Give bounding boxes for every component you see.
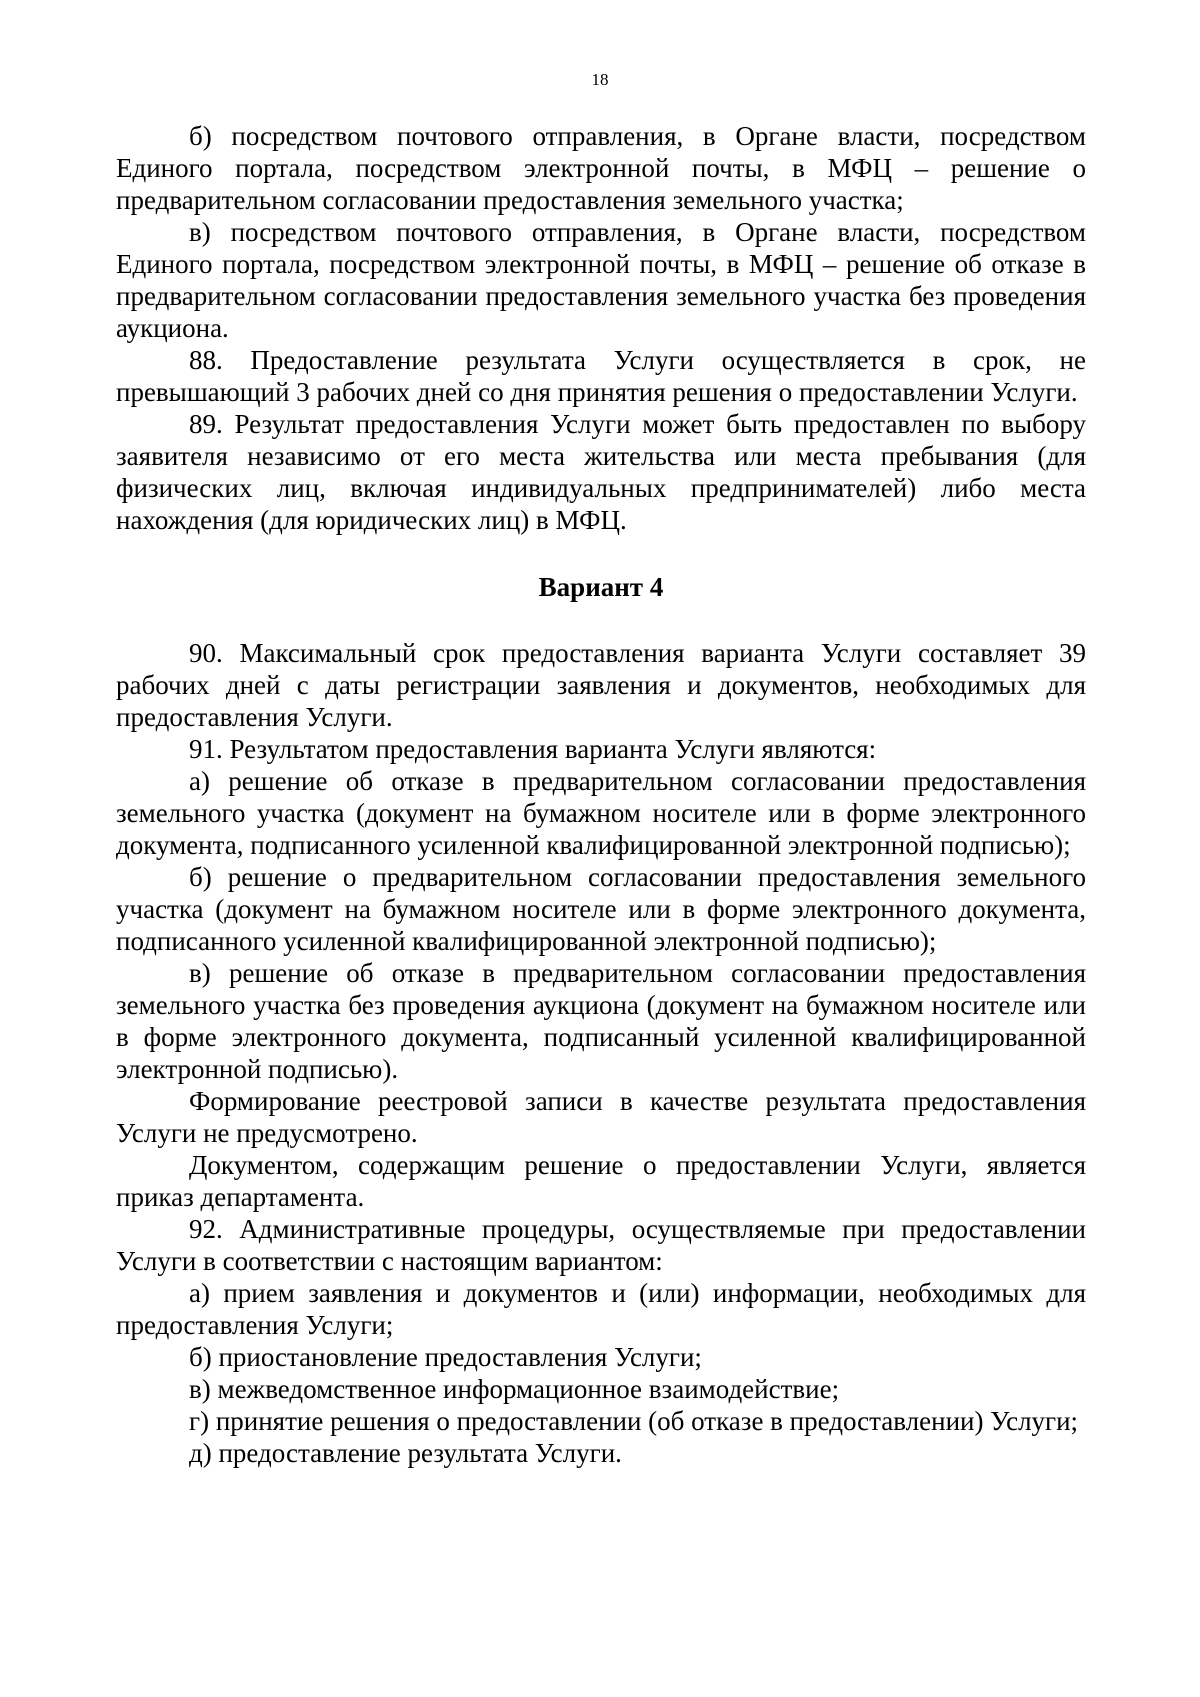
paragraph-92-item-b: б) приостановление предоставления Услуги;: [189, 1342, 702, 1372]
paragraph-90: 90. Максимальный срок предоставления варианта Услуги составляет 39 рабочих дней с даты регистрации заявления и документов, необходимых для предоставления Услуги.: [116, 638, 1086, 732]
paragraph-91-item-b: б) решение о предварительном согласовании предоставления земельного участка (документ на бумажном носителе или в форме электронного документа, подписанного усиленной квалифицированной электронной подписью);: [116, 862, 1086, 956]
page-number: 18: [591, 70, 609, 89]
paragraph-91-item-a: а) решение об отказе в предварительном согласовании предоставления земельного участка (документ на бумажном носителе или в форме электронного документа, подписанного усиленной квалифицированной электронной подписью);: [116, 766, 1086, 860]
paragraph-92: 92. Административные процедуры, осуществляемые при предоставлении Услуги в соответствии с настоящим вариантом:: [116, 1214, 1086, 1276]
paragraph-89: 89. Результат предоставления Услуги может быть предоставлен по выбору заявителя независимо от его места жительства или места пребывания (для физических лиц, включая индивидуальных предпринимателей) либо места нахождения (для юридических лиц) в МФЦ.: [116, 409, 1086, 535]
paragraph-item-v-postal-refusal: в) посредством почтового отправления, в Органе власти, посредством Единого портала, посредством электронной почты, в МФЦ – решение об отказе в предварительном согласовании предоставления земельного участка без проведения аукциона.: [116, 217, 1086, 343]
paragraph-92-item-v: в) межведомственное информационное взаимодействие;: [189, 1374, 840, 1404]
paragraph-91-item-v: в) решение об отказе в предварительном согласовании предоставления земельного участка без проведения аукциона (документ на бумажном носителе или в форме электронного документа, подписанный усиленной квалифицированной электронной подписью).: [116, 958, 1086, 1084]
paragraph-92-item-g: г) принятие решения о предоставлении (об отказе в предоставлении) Услуги;: [189, 1406, 1079, 1436]
document-body: [116, 120, 1086, 1469]
paragraph-decision-document: Документом, содержащим решение о предоставлении Услуги, является приказ департамента.: [116, 1150, 1086, 1212]
section-heading: Вариант 4: [538, 572, 664, 602]
paragraph-88: 88. Предоставление результата Услуги осуществляется в срок, не превышающий 3 рабочих дней со дня принятия решения о предоставлении Услуги.: [116, 345, 1086, 407]
paragraph-91: 91. Результатом предоставления варианта Услуги являются:: [189, 734, 877, 764]
paragraph-92-item-a: а) прием заявления и документов и (или) информации, необходимых для предоставления Услуги;: [116, 1278, 1086, 1340]
paragraph-92-item-d: д) предоставление результата Услуги.: [189, 1438, 622, 1468]
paragraph-item-b-postal-decision: б) посредством почтового отправления, в Органе власти, посредством Единого портала, посредством электронной почты, в МФЦ – решение о предварительном согласовании предоставления земельного участка;: [116, 121, 1086, 215]
paragraph-registry-record: Формирование реестровой записи в качестве результата предоставления Услуги не предусмотрено.: [116, 1086, 1086, 1148]
